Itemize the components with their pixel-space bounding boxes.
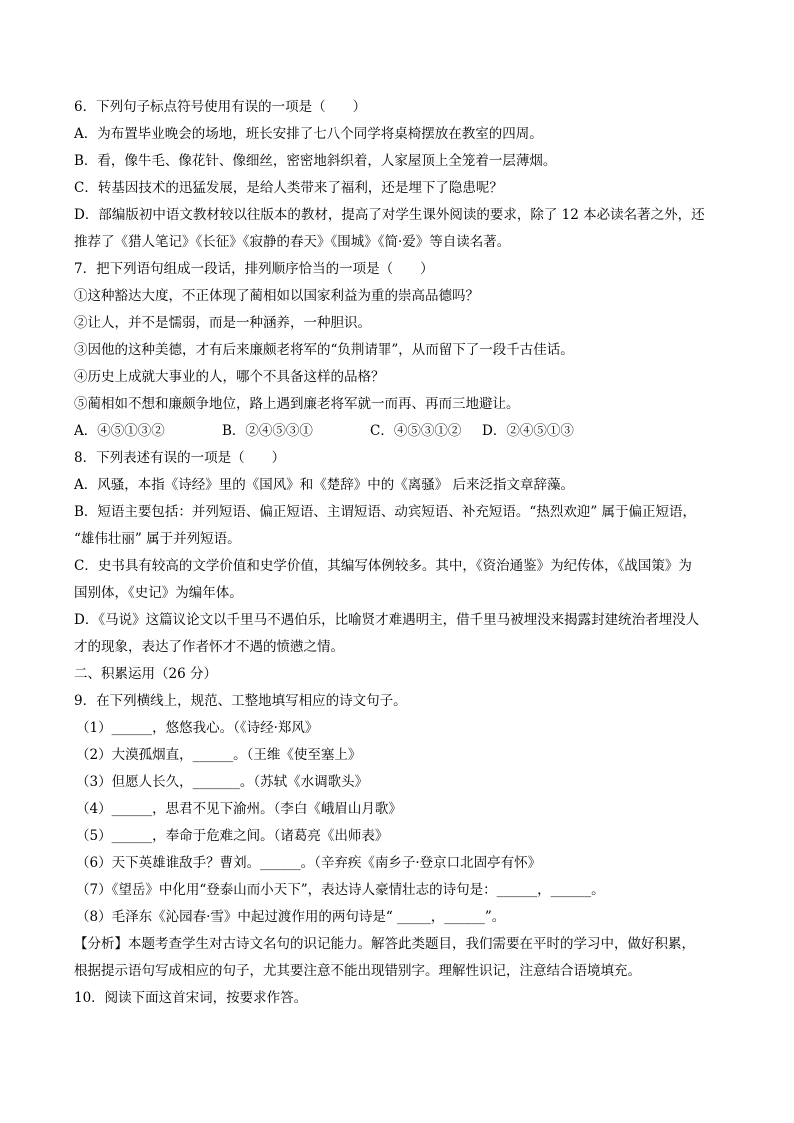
q9-item-3: （3）但愿人长久，_______。（苏轼《水调歌头》 — [76, 774, 369, 790]
q7-option-d: D．②④⑤①③ — [482, 423, 574, 439]
q7-stem: 7．把下列语句组成一段话，排列顺序恰当的一项是（ ） — [74, 261, 434, 277]
q8-option-b-line2: “雄伟壮丽” 属于并列短语。 — [74, 531, 241, 547]
q8-option-d-line2: 才的现象，表达了作者怀才不遇的愤懑之情。 — [74, 639, 344, 655]
q9-item-5: （5）______，奉命于危难之间。（诸葛亮《出师表》 — [76, 828, 389, 844]
q8-option-b-line1: B．短语主要包括：并列短语、偏正短语、主谓短语、动宾短语、补充短语。“热烈欢迎” 属于偏正短语， — [74, 504, 697, 520]
q9-item-6: （6）天下英雄谁敌手？曹刘。______。（辛弃疾《南乡子·登京口北固亭有怀》 — [76, 855, 542, 871]
q9-stem: 9．在下列横线上，规范、工整地填写相应的诗文句子。 — [74, 693, 407, 709]
q8-option-c-line1: C．史书具有较高的文学价值和史学价值，其编写体例较多。其中，《资治通鉴》为纪传体，《战国策》为 — [74, 558, 692, 574]
q7-sentence-5: ⑤蔺相如不想和廉颇争地位，路上遇到廉老将军就一而再、再而三地避让。 — [74, 396, 520, 412]
q9-item-4: （4）______，思君不见下渝州。（李白《峨眉山月歌》 — [76, 801, 402, 817]
q9-analysis-line1: 【分析】本题考查学生对古诗文名句的识记能力。解答此类题目，我们需要在平时的学习中，做好积累， — [74, 936, 695, 952]
q7-options — [74, 418, 734, 445]
q6-option-b: B．看，像牛毛、像花针、像细丝，密密地斜织着，人家屋顶上全笼着一层薄烟。 — [74, 153, 557, 169]
q6-option-a: A．为布置毕业晚会的场地，班长安排了七八个同学将桌椅摆放在教室的四周。 — [74, 126, 543, 142]
q7-sentence-4: ④历史上成就大事业的人，哪个不具备这样的品格？ — [74, 369, 385, 385]
q9-item-1: （1）______，悠悠我心。（《诗经·郑风》 — [76, 720, 319, 736]
q7-option-c: C．④⑤③①② — [370, 423, 462, 439]
q6-option-d-line2: 推荐了《猎人笔记》《长征》《寂静的春天》《围城》《简·爱》等自读名著。 — [74, 234, 511, 250]
q8-option-c-line2: 国别体，《史记》为编年体。 — [74, 585, 243, 601]
section-heading: 二、积累运用（26 分） — [74, 666, 217, 682]
q7-sentence-2: ②让人，并不是懦弱，而是一种涵养，一种胆识。 — [74, 315, 371, 331]
q8-option-d-line1: D．《马说》这篇议论文以千里马不遇伯乐，比喻贤才难遇明主，借千里马被埋没来揭露封建统治者埋没人 — [74, 612, 700, 628]
q6-stem: 6．下列句子标点符号使用有误的一项是（ ） — [74, 99, 367, 115]
q7-option-a: A．④⑤①③② — [74, 423, 165, 439]
q8-option-a: A．风骚，本指《诗经》里的《国风》和《楚辞》中的《离骚》 后来泛指文章辞藻。 — [74, 477, 575, 493]
q7-option-b: B．②④⑤③① — [222, 423, 313, 439]
q6-option-d-line1: D．部编版初中语文教材较以往版本的教材，提高了对学生课外阅读的要求，除了 12 本必读名著之外，还 — [74, 207, 705, 223]
q6-option-c: C．转基因技术的迅猛发展，是给人类带来了福利，还是埋下了隐患呢？ — [74, 180, 503, 196]
q8-stem: 8．下列表述有误的一项是（ ） — [74, 450, 286, 466]
q9-analysis-line2: 根据提示语句写成相应的句子，尤其要注意不能出现错别字。理解性识记，注意结合语境填充。 — [74, 963, 641, 979]
q9-item-8: （8）毛泽东《沁园春·雪》中起过渡作用的两句诗是“ _____，______”。 — [76, 909, 506, 925]
q7-sentence-1: ①这种豁达大度，不正体现了蔺相如以国家利益为重的崇高品德吗？ — [74, 288, 479, 304]
q10-stem: 10．阅读下面这首宋词，按要求作答。 — [74, 990, 308, 1006]
q9-item-7: （7）《望岳》中化用“登泰山而小天下”，表达诗人豪情壮志的诗句是：______，______。 — [76, 882, 605, 898]
q9-item-2: （2）大漠孤烟直，______。（王维《使至塞上》 — [76, 747, 362, 763]
q7-sentence-3: ③因他的这种美德，才有后来廉颇老将军的“负荆请罪”，从而留下了一段千古佳话。 — [74, 342, 574, 358]
